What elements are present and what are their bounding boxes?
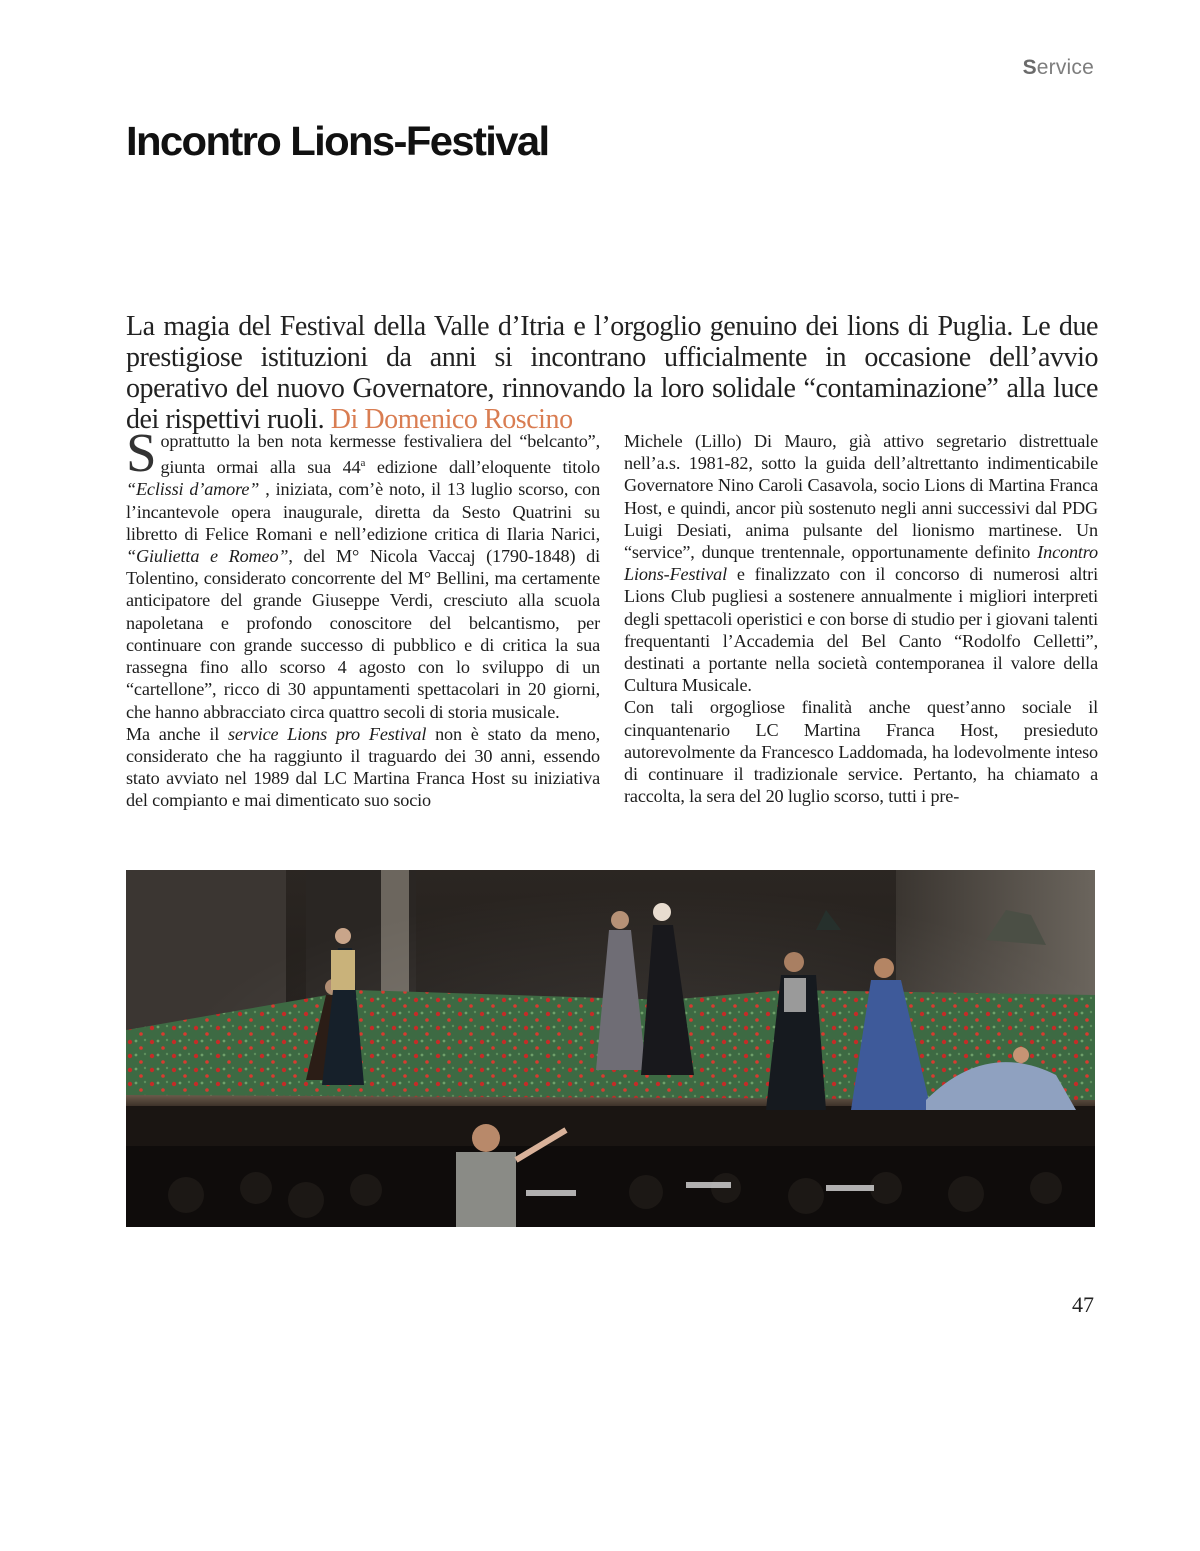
italic-title: “Giulietta e Romeo” [126, 546, 289, 567]
text-run: e finalizzato con il concorso di numerosi altri Lions Club pugliesi a sostenere annualmente i migliori interpreti degli spettacoli operistici e con borse di studio per i giovani talenti frequentanti l’Accademia del Bel Canto “Rodolfo Celletti”, destinati a portante nella società contemporanea il valore della Cultura Musicale. [624, 564, 1098, 696]
paragraph [126, 422, 601, 723]
text-run: , iniziata, com’è noto, il 13 luglio scorso, con l’incantevole opera inaugurale, diretta da Sesto Quatrini su libretto di Felice Romani e nell’edizione critica di Ilaria Narici, [126, 479, 601, 544]
section-tag [1023, 56, 1094, 80]
section-tag-rest: ervice [1036, 56, 1094, 79]
paragraph [126, 723, 600, 812]
italic-term: service Lions pro Festival [228, 723, 427, 744]
paragraph [624, 430, 1098, 696]
superscript: a [360, 457, 366, 470]
column-right [624, 430, 1098, 812]
page-number: 47 [1072, 1292, 1094, 1317]
text-run: edizione dall’eloquente titolo [365, 457, 601, 478]
opera-stage-photo [126, 870, 1095, 1227]
italic-title: “Eclissi d’amore” [126, 479, 260, 500]
text-run: Ma anche il [126, 723, 228, 744]
column-left [126, 422, 601, 812]
article-byline: Di Domenico Roscino [330, 404, 573, 435]
paragraph [624, 696, 1098, 807]
section-tag-initial: S [1022, 56, 1037, 79]
drop-cap: S [126, 422, 157, 483]
text-run: oprattutto la ben nota kermesse festivaliera del “belcanto”, giunta ormai alla sua 44 [160, 431, 600, 478]
text-run: non è stato da meno, considerato che ha raggiunto il traguardo dei 30 anni, essendo stato avviato nel 1989 dal LC Martina Franca Host su iniziativa del compianto e mai dimenticato suo socio [126, 723, 600, 811]
article-lead [126, 311, 1098, 435]
text-run: Con tali orgogliose finalità anche quest’anno sociale il cinquantenario LC Martina Franca Host, presieduto autorevolmente da Francesco Laddomada, ha lodevolmente inteso di continuare il tradizionale service. Pertanto, ha chiamato a raccolta, la sera del 20 luglio scorso, tutti i pre- [624, 697, 1098, 807]
italic-term: Incontro Lions-Festival [624, 542, 1098, 585]
text-run: , del M° Nicola Vaccaj (1790-1848) di Tolentino, considerato concorrente del M° Bellini, ma certamente anticipatore del grande Giuseppe Verdi, cresciuto alla scuola napoletana e profondo conoscitore del belcantismo, per continuare con grande successo di pubblico e di critica la sua rassegna fino allo scorso 4 agosto con lo sviluppo di un “cartellone”, ricco di 30 appuntamenti spettacolari in 20 giorni, che hanno abbracciato circa quattro secoli di storia musicale. [126, 546, 600, 722]
article-title: Incontro Lions-Festival [126, 118, 549, 164]
lead-text: La magia del Festival della Valle d’Itria e l’orgoglio genuino dei lions di Puglia. Le due prestigiose istituzioni da anni si incontrano ufficialmente in occasione dell’avvio operativo del nuovo Governatore, rinnovando la loro solidale “contaminazione” alla luce dei rispettivi ruoli. [126, 311, 1098, 435]
text-run: Michele (Lillo) Di Mauro, già attivo segretario distrettuale nell’a.s. 1981-82, sotto la guida dell’altrettanto indimenticabile Governatore Nino Caroli Casavola, socio Lions di Martina Franca Host, e quindi, ancor più sostenuto negli anni successivi dal PDG Luigi Desiati, anima pulsante del lionismo martinese. Un “service”, dunque trentennale, opportunamente definito [624, 431, 1098, 563]
article-body [126, 422, 1098, 812]
